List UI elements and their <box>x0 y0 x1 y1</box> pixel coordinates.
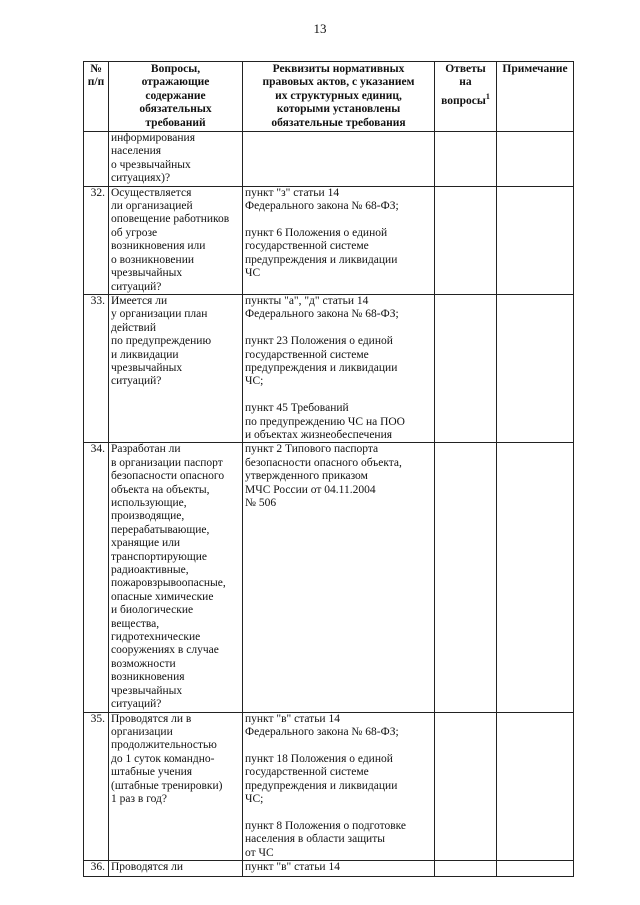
note-cell <box>497 132 574 187</box>
question-cell: Имеется ли у организации план действий по предупреждению и ликвидации чрезвычайных ситуаций? <box>109 294 243 442</box>
note-cell <box>497 860 574 876</box>
requirements-table <box>83 61 574 877</box>
question-cell: Проводятся ли в организации продолжительностью до 1 суток командно- штабные учения (штабные тренировки) 1 раз в год? <box>109 712 243 860</box>
header-questions: Вопросы, отражающие содержание обязательных требований <box>109 62 243 132</box>
question-cell: Разработан ли в организации паспорт безопасности опасного объекта на объекты, использующие, производящие, перерабатывающие, хранящие или транспортирующие радиоактивные, пожаровзрывоопасные, опасные химические и биологические вещества, гидротехнические сооружениях в случае возможности возникновения чрезвычайных ситуаций? <box>109 443 243 712</box>
note-cell <box>497 712 574 860</box>
table-row <box>84 294 574 442</box>
note-cell <box>497 186 574 294</box>
table-row <box>84 860 574 876</box>
header-num: № п/п <box>84 62 109 132</box>
table-row <box>84 712 574 860</box>
row-number: 36. <box>84 860 109 876</box>
requisites-cell: пункт "в" статьи 14 <box>243 860 435 876</box>
page-number: 13 <box>313 21 327 36</box>
requisites-cell: пункт "з" статьи 14 Федерального закона № 68-ФЗ; пункт 6 Положения о единой государственной системе предупреждения и ликвидации ЧС <box>243 186 435 294</box>
table-row <box>84 186 574 294</box>
question-cell: Осуществляется ли организацией оповещение работников об угрозе возникновения или о возникновении чрезвычайных ситуаций? <box>109 186 243 294</box>
row-number <box>84 132 109 187</box>
header-requisites: Реквизиты нормативных правовых актов, с указанием их структурных единиц, которыми установлены обязательные требования <box>243 62 435 132</box>
row-number: 33. <box>84 294 109 442</box>
row-number: 34. <box>84 443 109 712</box>
table-row <box>84 132 574 187</box>
table-row <box>84 443 574 712</box>
answer-cell <box>435 186 497 294</box>
answer-cell <box>435 860 497 876</box>
requisites-cell: пункты "а", "д" статьи 14 Федерального закона № 68-ФЗ; пункт 23 Положения о единой государственной системе предупреждения и ликвидации ЧС; пункт 45 Требований по предупреждению ЧС на ПОО и объектах жизнеобеспечения <box>243 294 435 442</box>
header-note: Примечание <box>497 62 574 132</box>
question-cell: информирования населения о чрезвычайных ситуациях)? <box>109 132 243 187</box>
answer-cell <box>435 443 497 712</box>
row-number: 35. <box>84 712 109 860</box>
header-answers: Ответы на вопросы$^1$ <box>435 62 497 132</box>
row-number: 32. <box>84 186 109 294</box>
requisites-cell: пункт 2 Типового паспорта безопасности опасного объекта, утвержденного приказом МЧС России от 04.11.2004 № 506 <box>243 443 435 712</box>
note-cell <box>497 294 574 442</box>
question-cell: Проводятся ли <box>109 860 243 876</box>
requisites-cell: пункт "в" статьи 14 Федерального закона № 68-ФЗ; пункт 18 Положения о единой государственной системе предупреждения и ликвидации ЧС; пункт 8 Положения о подготовке населения в области защиты от ЧС <box>243 712 435 860</box>
answer-cell <box>435 132 497 187</box>
answer-cell <box>435 712 497 860</box>
answer-cell <box>435 294 497 442</box>
table-header-row <box>84 62 574 132</box>
requisites-cell <box>243 132 435 187</box>
footnote-marker: 1 <box>485 91 490 101</box>
note-cell <box>497 443 574 712</box>
